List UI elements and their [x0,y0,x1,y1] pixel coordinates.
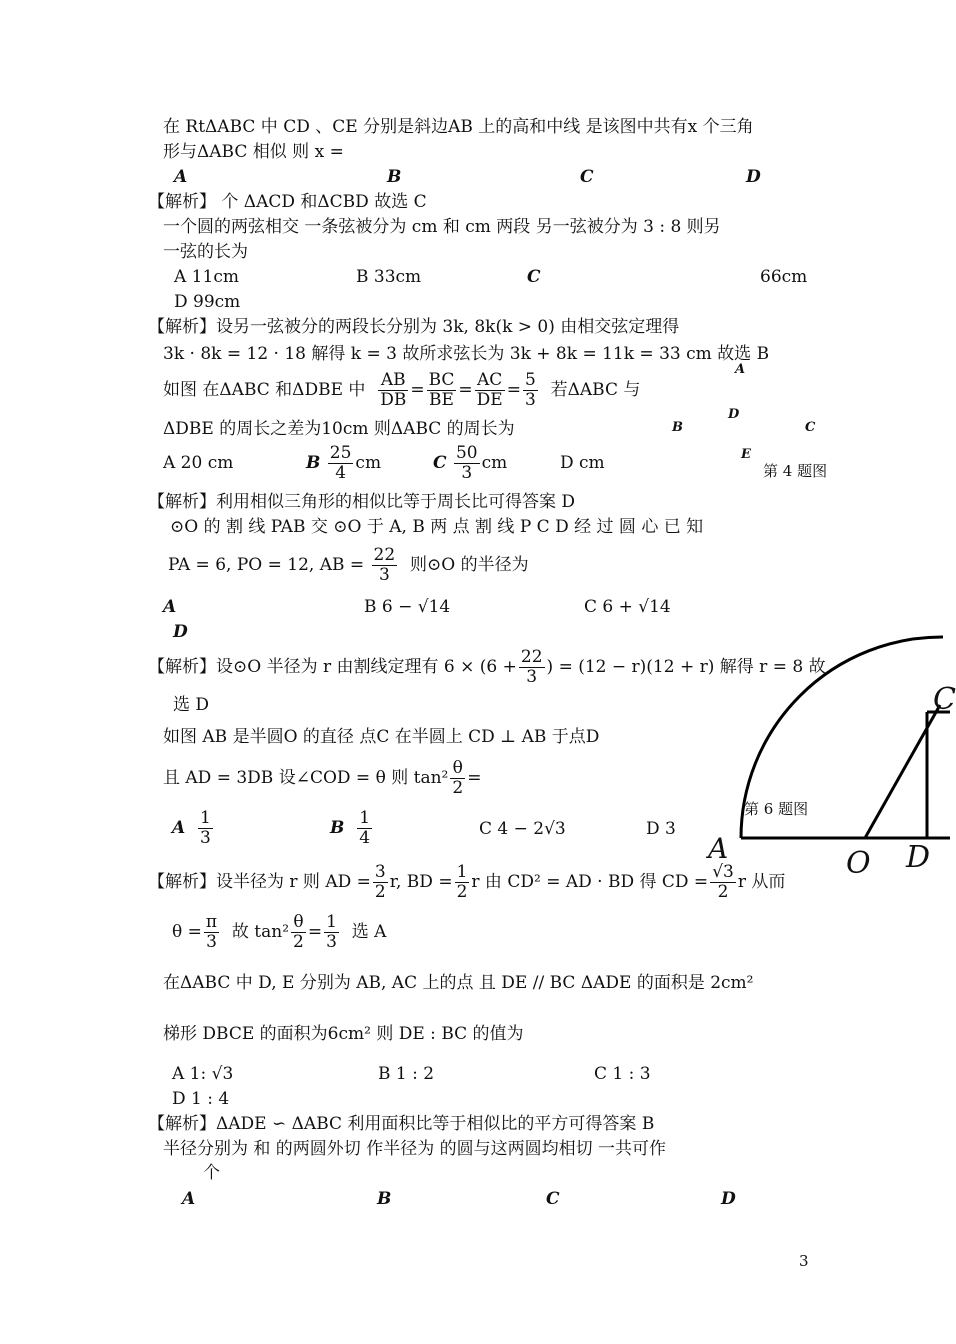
q6-stem-line2: 梯形 DBCE 的面积为6cm² 则 DE : BC 的值为 [163,1024,524,1044]
q3-frac2-den: BE [429,389,454,410]
q3-tail: 若ΔABC 与 [550,380,641,400]
q3-option-b-unit: cm [355,453,382,473]
q2-stem-line1: 一个圆的两弦相交 一条弦被分为 cm 和 cm 两段 另一弦被分为 3 : 8 则另 [163,217,721,237]
fig4-caption: 第 4 题图 [763,462,828,480]
q3-option-c: C [433,453,447,473]
q5-option-b-num: 1 [359,807,371,828]
q3-option-c-den: 3 [461,462,473,483]
q4-stem-line1: ⊙O 的 割 线 PAB 交 ⊙O 于 A, B 两 点 割 线 P C D 经 过 圆 心 已 知 [170,517,704,537]
q6-option-a: A 1: √3 [172,1064,234,1084]
page-number: 3 [799,1252,809,1270]
q6-answer: 【解析】ΔADE ∽ ΔABC 利用面积比等于相似比的平方可得答案 B [148,1114,655,1134]
q3-option-c-num: 50 [455,442,478,463]
q5-ans1-f3d: 2 [717,881,729,902]
q7-option-c: C [546,1189,560,1209]
q4-option-d: D [173,622,188,642]
q5-stem-line1: 如图 AB 是半圆O 的直径 点C 在半圆上 CD ⊥ AB 于点D [163,727,600,747]
q6-stem-line1: 在ΔABC 中 D, E 分别为 AB, AC 上的点 且 DE // BC ΔADE 的面积是 2cm² [163,973,754,993]
q4-answer-b: ) = (12 − r)(12 + r) 解得 r = 8 故 [546,657,826,677]
q1-answer: 【解析】 个 ΔACD 和ΔCBD 故选 C [148,192,427,212]
q3-option-a: A 20 cm [163,453,234,473]
q3-option-c-unit: cm [481,453,508,473]
q3-frac3-den: DE [476,389,503,410]
q5-stem-line2b: = [467,768,482,788]
q4-answer-a: 【解析】设⊙O 半径为 r 由割线定理有 6 × (6 + [148,657,517,677]
q2-option-a: A 11cm [174,267,239,287]
q5-option-a-den: 3 [200,827,211,848]
q3-frac1-den: DB [380,389,407,410]
fig6-label-d: D [906,840,931,875]
q5-ans2-frac2 [291,913,306,952]
q5-ans1-f2n: 1 [456,861,468,882]
q2-option-c-value: 66cm [760,267,808,287]
q3-option-b: B [306,453,321,473]
fig4-label-d: D [728,407,740,422]
q5-ans2-f3n: 1 [326,911,337,932]
fig6-caption: 第 6 题图 [744,800,809,818]
q1-option-c: C [580,167,594,187]
q2-option-d: D 99cm [174,292,241,312]
q5-option-a-num: 1 [200,807,211,828]
q5-ans1-f3n: √3 [712,861,734,882]
q3-option-b-den: 4 [335,462,347,483]
q7-option-d: D [721,1189,736,1209]
q7-stem-line2: 个 [203,1163,220,1183]
q3-frac4-num: 5 [524,369,536,390]
q5-ans1d: r 从而 [737,872,786,892]
q5-ans1a: 【解析】设半径为 r 则 AD = [148,872,371,892]
q3-frac2-num: BC [428,369,455,390]
q5-ans2-f1d: 3 [206,931,217,952]
q5-ans1b: r, BD = [389,872,453,892]
q3-stem-line1: 如图 在ΔABC 和ΔDBE 中 $\frac{AB}{DB}$ = $\frac{BC}{BE}$ = $\frac{AC}{DE}$ = $\frac{5}{3}$ 若ΔABC 与 [163,369,641,410]
q7-option-a: A [182,1189,196,1209]
q1-stem-line2: 形与ΔABC 相似 则 x = [163,142,344,162]
q3-frac1-num: AB [378,371,408,391]
q5-ans2c: = [307,922,323,942]
q3-option-d: D cm [560,453,605,473]
q5-option-d: D 3 [646,819,676,839]
q4-frac-num: 22 [373,544,396,565]
q5-ans2-f2d: 2 [293,931,304,952]
q3-frac3-num: AC [475,371,505,391]
q7-option-b: B [377,1189,392,1209]
q4-option-b: B 6 − √14 [364,597,451,617]
q3-lead: 如图 在ΔABC 和ΔDBE 中 [163,380,366,400]
q5-answer-line2 [172,909,386,955]
fig6-label-a: A [708,832,729,865]
q6-option-b: B 1 : 2 [378,1064,435,1084]
q5-ans2a: θ = [172,922,202,942]
q1-stem-line1: 在 RtΔABC 中 CD 、CE 分别是斜边AB 上的高和中线 是该图中共有x 个三角 [163,117,754,137]
q4-stem-line2b: 则⊙O 的半径为 [409,555,529,575]
q4-frac-den: 3 [378,564,390,585]
q3-stem-line2: ΔDBE 的周长之差为10cm 则ΔABC 的周长为 [163,419,515,439]
fig6-radius-oc [865,705,940,838]
fig4-label-e: E [741,447,751,462]
q5-ans2-frac1 [204,913,219,952]
q4-option-a: A [163,597,177,617]
q2-option-b: B 33cm [356,267,422,287]
q5-ans1-f1n: 3 [374,861,386,882]
q1-option-d: D [746,167,761,187]
q5-ans2-f2n: θ [291,913,306,933]
fig4-label-b: B [672,420,683,435]
fig6-label-o: O [846,846,871,881]
q5-l2-den: 2 [452,777,464,798]
q4-answer-frac-num: 22 [520,646,543,667]
q2-option-c: C [527,267,541,287]
q5-ans1c: r 由 CD² = AD · BD 得 CD = [471,872,709,892]
q5-ans2d: 选 A [351,922,387,942]
q5-ans1-f1d: 2 [374,881,386,902]
q5-ans1-frac1 [373,863,388,902]
q5-l2-num: θ [450,759,465,779]
q2-stem-line2: 一弦的长为 [163,242,248,262]
q4-answer-frac-den: 3 [526,666,538,687]
q2-answer-line2: 3k · 8k = 12 · 18 解得 k = 3 故所求弦长为 3k + 8k = 11k = 33 cm 故选 B [163,344,770,364]
q5-ans2-f1n: π [205,911,218,932]
q5-ans1-frac2 [455,863,470,902]
q5-option-a: A [172,818,186,838]
q5-ans1-frac3 [710,863,736,902]
q6-option-c: C 1 : 3 [594,1064,651,1084]
q1-option-b: B [387,167,402,187]
q3-frac4-den: 3 [524,389,536,410]
fig6-label-c: C [933,682,956,717]
q7-stem-line1: 半径分别为 和 的两圆外切 作半径为 的圆与这两圆均相切 一共可作 [163,1139,667,1159]
q5-stem-line2a: 且 AD = 3DB 设∠COD = θ 则 tan² [163,768,449,788]
q1-option-a: A [174,167,188,187]
q5-ans1-f2d: 2 [456,881,468,902]
q5-option-b-den: 4 [359,827,371,848]
q5-answer-line1 [148,859,785,905]
q2-answer-line1: 【解析】设另一弦被分的两段长分别为 3k, 8k(k > 0) 由相交弦定理得 [148,317,680,337]
fig4-label-a: A [735,362,746,377]
fig4-label-c: C [805,420,816,435]
q6-option-d: D 1 : 4 [172,1089,230,1109]
q5-ans2-f3d: 3 [326,931,337,952]
q3-option-b-num: 25 [329,442,352,463]
q5-ans2-frac3 [324,913,339,952]
q4-option-c: C 6 + √14 [584,597,671,617]
q3-answer: 【解析】利用相似三角形的相似比等于周长比可得答案 D [148,492,576,512]
q4-answer-line2: 选 D [173,695,210,715]
q5-option-b: B [330,818,345,838]
q5-option-c: C 4 − 2√3 [479,819,566,839]
q5-ans2b: 故 tan² [231,922,290,942]
q4-stem-line2a: PA = 6, PO = 12, AB = [168,555,365,575]
